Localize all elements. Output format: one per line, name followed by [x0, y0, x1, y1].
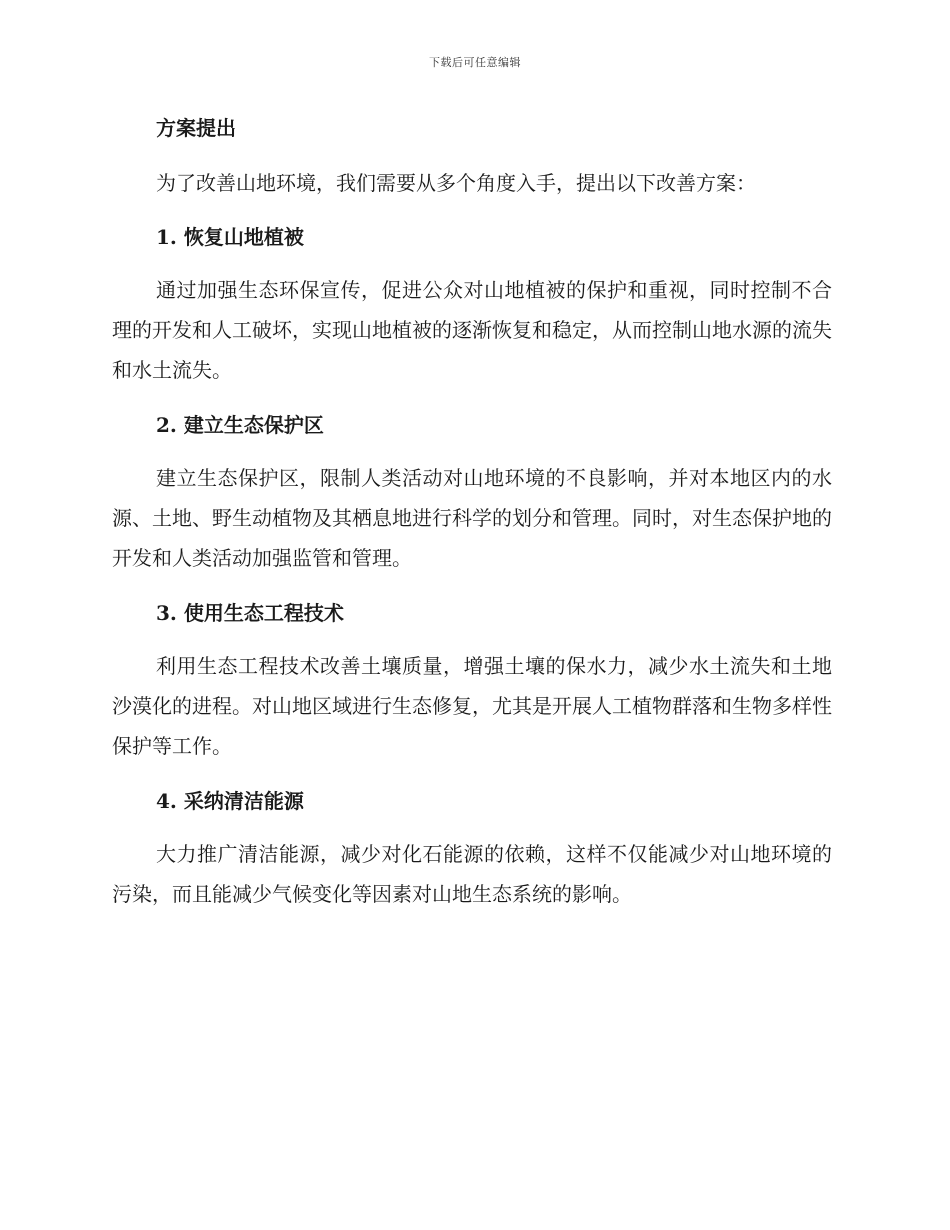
- item-body-3: 利用生态工程技术改善土壤质量，增强土壤的保水力，减少水土流失和土地沙漠化的进程。对山地区域进行生态修复，尤其是开展人工植物群落和生物多样性保护等工作。: [112, 654, 832, 758]
- item-heading-4: 4. 采纳清洁能源: [156, 789, 304, 813]
- section-title: 方案提出: [156, 116, 236, 140]
- item-heading-3: 3. 使用生态工程技术: [156, 601, 344, 625]
- item-body-1: 通过加强生态环保宣传，促进公众对山地植被的保护和重视，同时控制不合理的开发和人工破坏，实现山地植被的逐渐恢复和稳定，从而控制山地水源的流失和水土流失。: [112, 278, 832, 382]
- item-body-4: 大力推广清洁能源，减少对化石能源的依赖，这样不仅能减少对山地环境的污染，而且能减少气候变化等因素对山地生态系统的影响。: [112, 842, 832, 906]
- item-body-2: 建立生态保护区，限制人类活动对山地环境的不良影响，并对本地区内的水源、土地、野生动植物及其栖息地进行科学的划分和管理。同时，对生态保护地的开发和人类活动加强监管和管理。: [112, 466, 832, 570]
- intro-paragraph: 为了改善山地环境，我们需要从多个角度入手，提出以下改善方案：: [156, 171, 756, 195]
- item-heading-1: 1. 恢复山地植被: [156, 225, 304, 249]
- item-heading-2: 2. 建立生态保护区: [156, 413, 324, 437]
- document-content: [112, 110, 832, 914]
- header-note: 下载后可任意编辑: [429, 56, 521, 69]
